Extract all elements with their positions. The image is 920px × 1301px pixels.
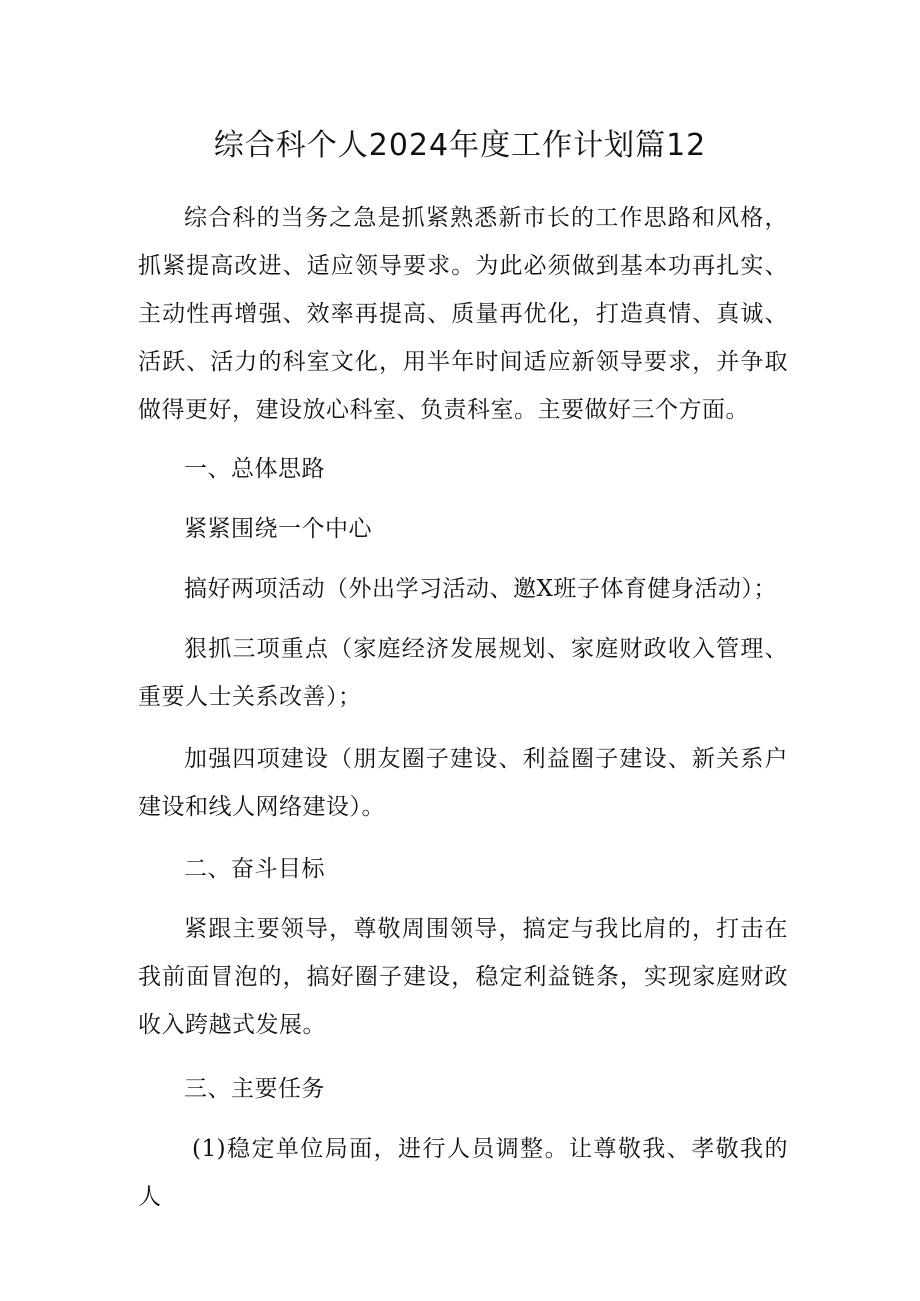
section-heading-overall-approach: 一、总体思路 xyxy=(184,456,325,482)
document-title: 综合科个人2024年度工作计划篇12 xyxy=(213,128,707,163)
paragraph-three-priorities: 狠抓三项重点（家庭经济发展规划、家庭财政收入管理、重要人士关系改善）； xyxy=(138,636,788,710)
intro-paragraph: 综合科的当务之急是抓紧熟悉新市长的工作思路和风格，抓紧提高改进、适应领导要求。为此必须做到基本功再扎实、主动性再增强、效率再提高、质量再优化，打造真情、真诚、活跃、活力的科室文化，用半年时间适应新领导要求，并争取做得更好，建设放心科室、负责科室。主要做好三个方面。 xyxy=(138,205,788,423)
paragraph-two-activities: 搞好两项活动（外出学习活动、邀X班子体育健身活动）； xyxy=(184,576,777,602)
paragraph-goals: 紧跟主要领导，尊敬周围领导，搞定与我比肩的，打击在我前面冒泡的，搞好圈子建设，稳定利益链条，实现家庭财政收入跨越式发展。 xyxy=(138,916,788,1038)
paragraph-one-center: 紧紧围绕一个中心 xyxy=(184,516,372,542)
task-item-1: (1)稳定单位局面，进行人员调整。让尊敬我、孝敬我的人 xyxy=(138,1136,788,1210)
section-heading-main-tasks: 三、主要任务 xyxy=(184,1076,325,1102)
paragraph-four-constructions: 加强四项建设（朋友圈子建设、利益圈子建设、新关系户建设和线人网络建设）。 xyxy=(138,746,788,820)
section-heading-goals: 二、奋斗目标 xyxy=(184,856,325,882)
